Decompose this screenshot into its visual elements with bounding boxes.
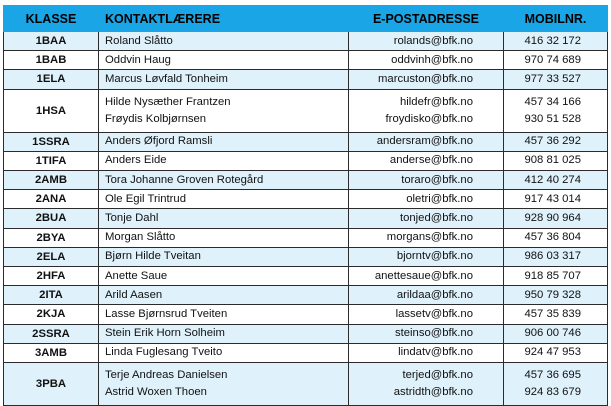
table-row <box>4 171 608 190</box>
cell-kontaktlaerer <box>99 132 349 151</box>
cell-mobilnr <box>504 324 608 343</box>
mobil-text: 457 36 804 <box>524 231 581 244</box>
mobil-text: 924 83 679 <box>524 386 581 399</box>
cell-mobilnr <box>504 363 608 406</box>
cell-mobilnr <box>504 89 608 132</box>
mobil-text: 412 40 274 <box>524 173 581 186</box>
cell-klasse: 1HSA <box>4 89 99 132</box>
kontakt-text: Lasse Bjørnsrud Tveiten <box>105 308 228 321</box>
cell-kontaktlaerer <box>99 51 349 70</box>
table-row <box>4 267 608 286</box>
cell-klasse: 1SSRA <box>4 132 99 151</box>
table-row <box>4 324 608 343</box>
epost-text: rolands@bfk.no <box>393 34 473 47</box>
cell-kontaktlaerer <box>99 70 349 89</box>
cell-kontaktlaerer <box>99 151 349 170</box>
cell-epostadresse <box>349 305 504 324</box>
cell-epostadresse <box>349 70 504 89</box>
epost-text: arildaa@bfk.no <box>396 288 473 301</box>
mobil-text: 457 36 695 <box>524 369 581 382</box>
cell-kontaktlaerer <box>99 286 349 305</box>
table-row <box>4 89 608 132</box>
cell-mobilnr <box>504 132 608 151</box>
cell-mobilnr <box>504 70 608 89</box>
kontakt-text: Tora Johanne Groven Rotegård <box>105 173 264 186</box>
epost-text: oddvinh@bfk.no <box>391 53 473 66</box>
epost-text: anettesaue@bfk.no <box>374 269 473 282</box>
cell-kontaktlaerer <box>99 32 349 51</box>
cell-mobilnr <box>504 151 608 170</box>
epost-text: froydisko@bfk.no <box>385 112 473 125</box>
cell-mobilnr <box>504 343 608 362</box>
cell-epostadresse <box>349 32 504 51</box>
epost-text: lassetv@bfk.no <box>395 308 473 321</box>
kontakt-text: Stein Erik Horn Solheim <box>105 327 225 340</box>
cell-kontaktlaerer <box>99 363 349 406</box>
kontakt-text: Anders Øfjord Ramsli <box>105 135 213 148</box>
epost-text: anderse@bfk.no <box>389 154 473 167</box>
kontakt-text: Ole Egil Trintrud <box>105 192 186 205</box>
header-mobilnr: MOBILNR. <box>504 6 608 32</box>
cell-mobilnr <box>504 190 608 209</box>
cell-mobilnr <box>504 267 608 286</box>
cell-epostadresse <box>349 228 504 247</box>
epost-text: astridth@bfk.no <box>393 386 473 399</box>
cell-epostadresse <box>349 209 504 228</box>
cell-klasse: 3PBA <box>4 363 99 406</box>
kontakt-text: Bjørn Hilde Tveitan <box>105 250 201 263</box>
mobil-text: 970 74 689 <box>524 53 581 66</box>
mobil-text: 457 35 839 <box>524 308 581 321</box>
cell-klasse: 1BAB <box>4 51 99 70</box>
cell-kontaktlaerer <box>99 305 349 324</box>
table-row <box>4 151 608 170</box>
mobil-text: 977 33 527 <box>524 73 581 85</box>
epost-text: terjed@bfk.no <box>402 369 473 382</box>
cell-mobilnr <box>504 228 608 247</box>
cell-klasse: 2AMB <box>4 171 99 190</box>
table-row <box>4 305 608 324</box>
table-row <box>4 228 608 247</box>
table-row <box>4 51 608 70</box>
cell-klasse: 1TIFA <box>4 151 99 170</box>
mobil-text: 457 36 292 <box>524 135 581 148</box>
cell-klasse: 3AMB <box>4 343 99 362</box>
mobil-text: 930 51 528 <box>524 112 581 125</box>
cell-kontaktlaerer <box>99 228 349 247</box>
cell-epostadresse <box>349 363 504 406</box>
table-row <box>4 70 608 89</box>
cell-epostadresse <box>349 324 504 343</box>
cell-klasse: 2ITA <box>4 286 99 305</box>
mobil-text: 906 00 746 <box>524 327 581 340</box>
kontakt-text: Morgan Slåtto <box>105 231 176 244</box>
table-row <box>4 209 608 228</box>
cell-kontaktlaerer <box>99 247 349 266</box>
cell-mobilnr <box>504 32 608 51</box>
cell-epostadresse <box>349 132 504 151</box>
table-body <box>4 32 608 406</box>
mobil-text: 457 34 166 <box>524 95 581 108</box>
mobil-text: 416 32 172 <box>524 34 581 47</box>
kontakt-text: Hilde Nysæther Frantzen <box>105 95 231 108</box>
cell-epostadresse <box>349 267 504 286</box>
cell-klasse: 2BYA <box>4 228 99 247</box>
mobil-text: 928 90 964 <box>524 212 581 225</box>
cell-mobilnr <box>504 286 608 305</box>
mobil-text: 924 47 953 <box>524 346 581 359</box>
header-epostadresse: E-POSTADRESSE <box>349 6 504 32</box>
kontakt-text: Marcus Løvfald Tonheim <box>105 73 228 85</box>
mobil-text: 908 81 025 <box>524 154 581 167</box>
epost-text: toraro@bfk.no <box>401 173 473 186</box>
cell-klasse: 2BUA <box>4 209 99 228</box>
cell-mobilnr <box>504 209 608 228</box>
epost-text: morgans@bfk.no <box>386 231 473 244</box>
kontakt-text: Frøydis Kolbjørnsen <box>105 112 207 125</box>
cell-klasse: 2HFA <box>4 267 99 286</box>
cell-kontaktlaerer <box>99 343 349 362</box>
table-row <box>4 343 608 362</box>
kontakt-text: Arild Aasen <box>105 288 163 301</box>
kontakt-text: Roland Slåtto <box>105 34 173 47</box>
cell-kontaktlaerer <box>99 209 349 228</box>
mobil-text: 986 03 317 <box>524 250 581 263</box>
epost-text: hildefr@bfk.no <box>399 95 473 108</box>
table-row <box>4 32 608 51</box>
mobil-text: 918 85 707 <box>524 269 581 282</box>
cell-kontaktlaerer <box>99 171 349 190</box>
cell-klasse: 2KJA <box>4 305 99 324</box>
epost-text: andersram@bfk.no <box>376 135 473 148</box>
epost-text: marcuston@bfk.no <box>378 73 473 85</box>
cell-klasse: 2SSRA <box>4 324 99 343</box>
kontakt-text: Anders Eide <box>105 154 167 167</box>
kontakt-text: Terje Andreas Danielsen <box>105 369 228 382</box>
cell-klasse: 2ELA <box>4 247 99 266</box>
kontakt-text: Anette Saue <box>105 269 168 282</box>
epost-text: steinso@bfk.no <box>394 327 473 340</box>
mobil-text: 950 79 328 <box>524 288 581 301</box>
kontakt-text: Astrid Woxen Thoen <box>105 386 207 399</box>
cell-mobilnr <box>504 247 608 266</box>
cell-epostadresse <box>349 343 504 362</box>
table-row <box>4 132 608 151</box>
kontakt-text: Linda Fuglesang Tveito <box>105 346 223 359</box>
epost-text: tonjed@bfk.no <box>399 212 473 225</box>
cell-mobilnr <box>504 305 608 324</box>
epost-text: bjorntv@bfk.no <box>396 250 473 263</box>
cell-kontaktlaerer <box>99 190 349 209</box>
header-row <box>4 6 608 32</box>
table-row <box>4 286 608 305</box>
cell-kontaktlaerer <box>99 267 349 286</box>
cell-klasse: 2ANA <box>4 190 99 209</box>
cell-epostadresse <box>349 89 504 132</box>
cell-epostadresse <box>349 247 504 266</box>
kontakt-text: Oddvin Haug <box>105 53 171 66</box>
cell-epostadresse <box>349 51 504 70</box>
header-kontaktlaerere: KONTAKTLÆRERE <box>99 6 349 32</box>
cell-epostadresse <box>349 286 504 305</box>
cell-mobilnr <box>504 171 608 190</box>
cell-klasse: 1BAA <box>4 32 99 51</box>
cell-kontaktlaerer <box>99 89 349 132</box>
table-row <box>4 190 608 209</box>
mobil-text: 917 43 014 <box>524 192 581 205</box>
cell-epostadresse <box>349 190 504 209</box>
cell-epostadresse <box>349 151 504 170</box>
header-klasse: KLASSE <box>4 6 99 32</box>
cell-kontaktlaerer <box>99 324 349 343</box>
table-row <box>4 363 608 406</box>
epost-text: lindatv@bfk.no <box>398 346 473 359</box>
table-row <box>4 247 608 266</box>
kontakt-text: Tonje Dahl <box>105 212 159 225</box>
epost-text: oletri@bfk.no <box>406 192 473 205</box>
cell-mobilnr <box>504 51 608 70</box>
contact-teachers-table <box>3 5 608 406</box>
cell-epostadresse <box>349 171 504 190</box>
cell-klasse: 1ELA <box>4 70 99 89</box>
